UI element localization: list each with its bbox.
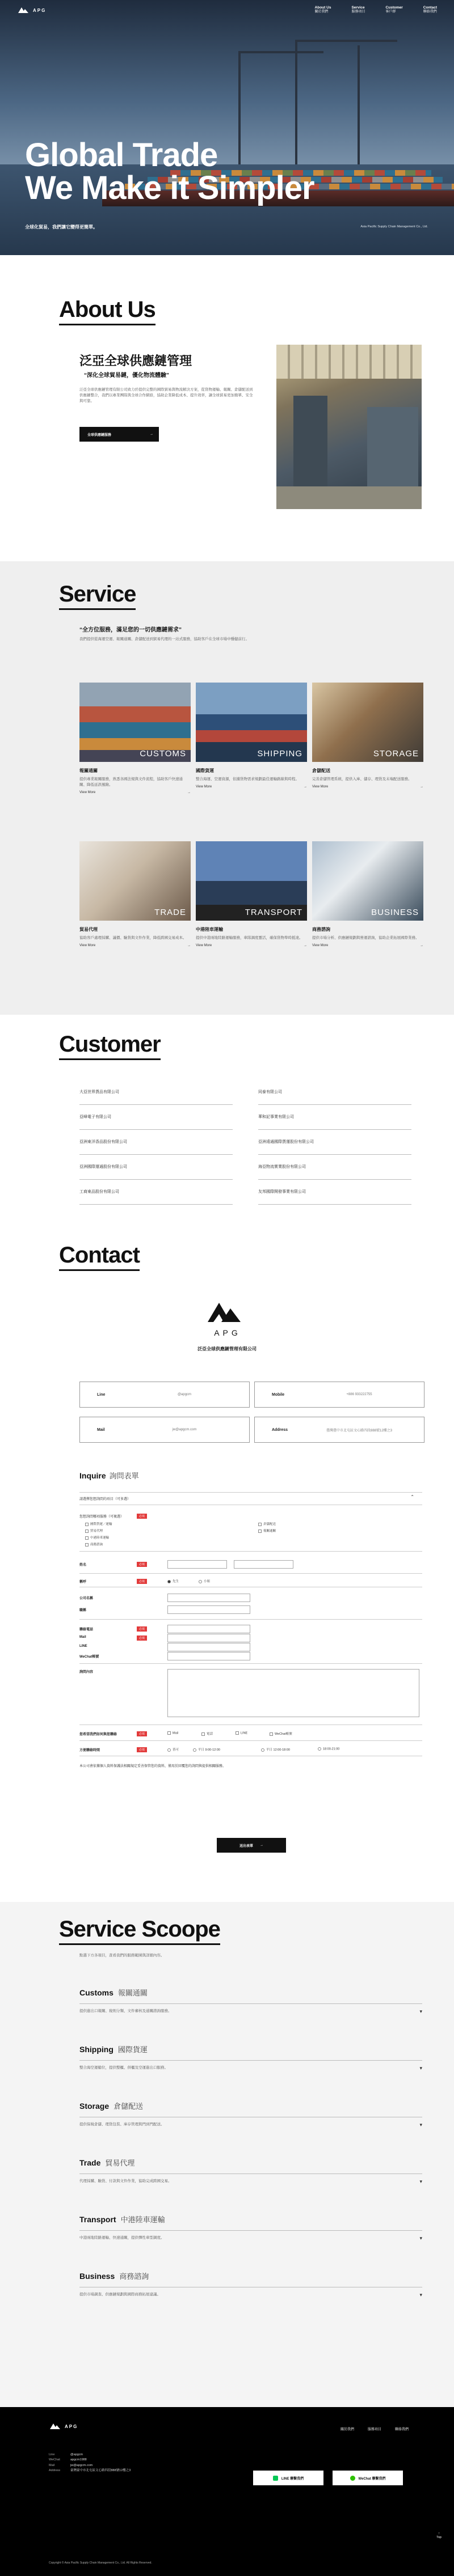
service-option[interactable]: 中港陸車運輸 <box>85 1535 109 1540</box>
name-label: 姓名 <box>79 1564 87 1567</box>
chevron-down-icon[interactable]: ▾ <box>419 2179 422 2184</box>
customer-item: 海亞物流實業股份有限公司 <box>258 1155 411 1180</box>
mail-label: Mail <box>79 1636 86 1639</box>
logo-text: APG <box>33 7 47 13</box>
arrow-right-icon: → <box>260 1844 263 1847</box>
apg-logo-icon <box>17 7 30 14</box>
line-label: LINE <box>79 1645 87 1648</box>
card-title: 商務諮詢 <box>312 927 330 932</box>
nav-item-customer[interactable]: Customer 客戶群 <box>385 5 403 14</box>
mail-input[interactable] <box>167 1634 250 1642</box>
customer-section <box>0 1015 454 1243</box>
customer-item: 亞峰電子有限公司 <box>79 1105 233 1130</box>
customer-item: 工商東品股份有限公司 <box>79 1180 233 1205</box>
contact-mail-box[interactable]: Mail jw@apgcm.com <box>79 1417 250 1443</box>
nav-item-contact[interactable]: Contact 聯絡我們 <box>423 5 437 14</box>
scope-section <box>0 1902 454 2407</box>
line-contact-button[interactable]: LINE 聯繫我們 <box>253 2471 323 2485</box>
view-more-link[interactable]: View More → <box>196 944 307 948</box>
form-divider <box>79 1663 422 1664</box>
customer-item: 友邦國際開發事業有限公司 <box>258 1180 411 1205</box>
scope-lead: 點選下方各項目，查看我們的服務範圍與詳細內容。 <box>79 1954 165 1958</box>
required-badge: 必填 <box>137 1731 147 1736</box>
service-card-business[interactable] <box>312 841 423 947</box>
service-option[interactable]: 國際貨運／運輸 <box>85 1522 112 1526</box>
time-option[interactable]: 皆可 <box>167 1747 179 1752</box>
crane-illustration <box>358 45 360 164</box>
card-desc: 提供專業報關服務，熟悉各國法規與文件流程，協助客戶快速通關、降低延誤風險。 <box>79 777 183 787</box>
about-title: 泛亞全球供應鏈管理 <box>79 354 192 368</box>
form-divider <box>79 1492 422 1493</box>
copyright: Copyright © Asia Pacific Supply Chain Management Co., Ltd. All Rights Reserved. <box>49 2561 152 2565</box>
arrow-right-icon: → <box>420 785 423 789</box>
about-section <box>0 255 454 561</box>
service-question-label: 您想詢問哪項服務（可複選） <box>79 1515 124 1519</box>
arrow-up-icon: ↑ <box>438 2532 440 2535</box>
scope-item-transport[interactable]: Transport 中港陸車運輸 中港兩地陸路運輸、快速通關，提供彈性車型調度。 ▾ <box>79 2215 422 2241</box>
scope-item-shipping[interactable]: Shipping 國際貨運 整合海空運艙位，提供整櫃、併櫃及空運進出口服務。 ▾ <box>79 2045 422 2071</box>
customer-item: 亞洲東洋香品股份有限公司 <box>79 1130 233 1155</box>
nav-menu <box>315 6 437 15</box>
chevron-down-icon[interactable]: ▾ <box>419 2292 422 2298</box>
chevron-down-icon[interactable]: ▾ <box>419 2122 422 2128</box>
scope-heading: Service Scoope <box>59 1917 220 1945</box>
time-label: 方便聯絡時間 <box>79 1749 100 1752</box>
hero-section <box>0 0 454 255</box>
arrow-right-icon: → <box>304 944 307 948</box>
crane-illustration <box>295 40 397 42</box>
service-heading: Service <box>59 582 136 610</box>
inquire-title: Inquire 詢問表單 <box>79 1471 139 1480</box>
job-title-input[interactable] <box>167 1605 250 1614</box>
view-more-link[interactable]: View More → <box>196 785 307 789</box>
arrow-right-icon: → <box>420 944 423 948</box>
card-title: 中港陸車運輸 <box>196 927 223 932</box>
gender-option-mr[interactable]: 先生 <box>167 1579 179 1583</box>
required-badge: 必填 <box>137 1747 147 1752</box>
storage-image: STORAGE <box>312 683 423 762</box>
time-option[interactable]: 平日 9:00-12:00 <box>193 1747 220 1752</box>
first-name-input[interactable] <box>234 1560 293 1569</box>
form-divider <box>79 1573 422 1574</box>
apg-logo-icon <box>204 1299 251 1339</box>
hero-title: Global Trade We Make it Simpler <box>25 137 314 206</box>
about-heading: About Us <box>59 297 155 325</box>
phone-label: 聯絡電話 <box>79 1628 94 1632</box>
wechat-icon <box>350 2476 355 2481</box>
about-button[interactable]: 全球供應鏈服務 → <box>79 427 159 442</box>
required-badge: 必填 <box>137 1636 147 1641</box>
card-desc: 提供市場分析、供應鏈規劃與營運諮詢，協助企業拓展國際業務。 <box>312 936 419 940</box>
view-more-link[interactable]: View More → <box>312 785 423 789</box>
service-card-trade[interactable] <box>79 841 191 947</box>
footer-links <box>340 2426 409 2431</box>
company-name: 泛亞全球供應鏈管理有限公司 <box>197 1346 257 1351</box>
arrow-right-icon: → <box>150 433 153 436</box>
service-option[interactable]: 商務諮詢 <box>85 1542 103 1547</box>
hero-company-en: Asia Pacific Supply Chain Management Co., Ltd. <box>360 225 428 228</box>
gender-label: 稱呼 <box>79 1581 87 1584</box>
view-more-link[interactable]: View More → <box>312 944 423 948</box>
footer-info: Line @apgcm WeChat apgcm1988 Mail jw@apgcm.com Address 臺灣臺中市北屯區文心路四段888號12樓之3 <box>49 2453 131 2473</box>
gender-option-ms[interactable]: 小姐 <box>199 1579 210 1583</box>
message-textarea[interactable] <box>167 1669 419 1717</box>
line-input[interactable] <box>167 1643 250 1651</box>
back-to-top-button[interactable]: ↑ Top <box>436 2532 442 2540</box>
card-desc: 提供中港兩地陸路運輸服務，車隊調度靈活，確保貨物準時抵達。 <box>196 936 303 940</box>
apg-logo-icon <box>49 2423 61 2430</box>
card-title: 倉儲配送 <box>312 768 330 773</box>
form-divider <box>79 1551 422 1552</box>
svg-text:APG: APG <box>214 1328 241 1337</box>
required-badge: 必填 <box>137 1626 147 1632</box>
time-option[interactable]: 平日 12:00-18:00 <box>261 1747 290 1752</box>
wechat-label: WeChat帳號 <box>79 1655 99 1659</box>
service-section <box>0 561 454 1015</box>
customs-image: CUSTOMS <box>79 683 191 762</box>
card-desc: 協助客戶處理採購、議價、驗貨與文件作業，降低跨國交易成本。 <box>79 936 187 940</box>
chevron-up-icon[interactable]: ⌃ <box>410 1494 414 1499</box>
footer-logo[interactable] <box>49 2423 78 2430</box>
phone-input[interactable] <box>167 1625 250 1633</box>
top-nav <box>0 0 454 20</box>
view-more-link[interactable]: View More → <box>79 944 191 948</box>
company-input[interactable] <box>167 1594 250 1602</box>
card-title: 國際貨運 <box>196 768 214 773</box>
form-divider <box>79 1740 422 1741</box>
chevron-down-icon[interactable]: ▾ <box>419 2065 422 2071</box>
transport-image: TRANSPORT <box>196 841 307 921</box>
contact-section <box>0 1243 454 1902</box>
service-card-customs[interactable] <box>79 683 191 794</box>
message-label: 詢問內容 <box>79 1671 94 1674</box>
consent-text: 本公司會依據個人資料保護法相關規定妥善保管您的資料，僅用於回覆您的詢問與提供相關服務。 <box>79 1765 226 1768</box>
arrow-right-icon: → <box>187 944 191 948</box>
chevron-down-icon[interactable]: ▾ <box>419 2235 422 2241</box>
about-body: 泛亞全球供應鏈管理有限公司致力於提供完整的國際貿易與物流解決方案，從貨物運輸、報關、倉儲配送到供應鏈整合，我們以專業團隊與全球合作網絡，協助企業降低成本、提升效率，讓全球貿易更加簡單、安全與可靠。 <box>79 388 253 404</box>
footer-link-contact[interactable]: 聯絡我們 <box>394 2428 409 2431</box>
service-card-storage[interactable] <box>312 683 423 789</box>
scope-item-customs[interactable]: Customs 報關通關 提供進出口報關、稅則分類、文件審核及通關諮詢服務。 ▾ <box>79 1988 422 2014</box>
footer <box>0 2407 454 2576</box>
contact-pref-option[interactable]: LINE <box>236 1731 247 1735</box>
card-title: 報關通關 <box>79 768 98 773</box>
card-desc: 整合海運、空運資源，依據貨物需求規劃最佳運輸路線與時程。 <box>196 777 299 781</box>
wechat-input[interactable] <box>167 1652 250 1660</box>
arrow-right-icon: → <box>187 791 191 795</box>
footer-link-about[interactable]: 關於我們 <box>340 2428 354 2431</box>
logo-text: APG <box>65 2424 78 2429</box>
form-divider <box>79 1619 422 1620</box>
contact-heading: Contact <box>59 1243 140 1271</box>
job-title-label: 職稱 <box>79 1609 87 1612</box>
select-prompt: 請選擇您想詢問的項目（可多選） <box>79 1498 131 1501</box>
about-tagline: “深化全球貿易鏈，優化物流體驗” <box>84 372 169 379</box>
time-option[interactable]: 18:00-21:00 <box>318 1747 339 1751</box>
arrow-right-icon: → <box>304 785 307 789</box>
contact-pref-label: 您希望我們如何與您聯絡 <box>79 1733 117 1736</box>
view-more-link[interactable]: View More → <box>79 791 191 795</box>
footer-link-service[interactable]: 服務項目 <box>367 2428 381 2431</box>
required-badge: 必填 <box>137 1514 147 1519</box>
company-label: 公司名稱 <box>79 1597 94 1600</box>
contact-line-box[interactable]: Line @apgcm <box>79 1382 250 1408</box>
nav-item-service[interactable]: Service 服務項目 <box>351 5 365 14</box>
service-option[interactable]: 倉儲配送 <box>258 1522 276 1526</box>
card-desc: 完善倉儲管理系統，提供入庫、儲存、理貨及末端配送服務。 <box>312 777 412 781</box>
wechat-contact-button[interactable]: WeChat 聯繫我們 <box>333 2471 403 2485</box>
customer-item: 大亞世界貨品有限公司 <box>79 1080 233 1105</box>
customer-item: 亞洲國際運通股份有限公司 <box>79 1155 233 1180</box>
last-name-input[interactable] <box>167 1560 227 1569</box>
service-option[interactable]: 報關通關 <box>258 1528 276 1533</box>
site-logo[interactable] <box>17 7 46 14</box>
service-card-shipping[interactable] <box>196 683 307 789</box>
chevron-down-icon[interactable]: ▾ <box>419 2009 422 2014</box>
line-icon <box>273 2476 278 2481</box>
required-badge: 必填 <box>137 1562 147 1567</box>
shipping-image: SHIPPING <box>196 683 307 762</box>
hero-subtitle: 全球化貿易，我們讓它變得更簡單。 <box>25 224 98 230</box>
customer-item: 華和記事業有限公司 <box>258 1105 411 1130</box>
nav-item-about[interactable]: About Us 關於我們 <box>314 5 331 14</box>
contact-pref-option[interactable]: WeChat帳號 <box>270 1731 292 1736</box>
trade-image: TRADE <box>79 841 191 921</box>
service-question: “全方位服務，滿足您的一切供應鏈需求” <box>79 627 182 633</box>
scope-item-business[interactable]: Business 商務諮詢 提供市場調查、供應鏈規劃與國際商務拓展建議。 ▾ <box>79 2272 422 2298</box>
contact-mobile-box[interactable]: Mobile +886 933222755 <box>254 1382 424 1408</box>
warehouse-photo <box>276 345 422 509</box>
service-card-transport[interactable] <box>196 841 307 947</box>
customer-list-right <box>258 1080 411 1205</box>
contact-pref-option[interactable]: 電話 <box>201 1731 213 1736</box>
service-option[interactable]: 貿易代理 <box>85 1528 103 1533</box>
business-image: BUSINESS <box>312 841 423 921</box>
contact-pref-option[interactable]: Mail <box>167 1731 178 1735</box>
customer-item: 亞洲遠通國際貨運股份有限公司 <box>258 1130 411 1155</box>
customer-item: 同泰有限公司 <box>258 1080 411 1105</box>
card-title: 貿易代理 <box>79 927 98 932</box>
crane-illustration <box>238 51 323 53</box>
scope-item-storage[interactable]: Storage 倉儲配送 提供保稅倉儲、理貨包裝、庫存管理與門到門配送。 ▾ <box>79 2102 422 2128</box>
required-badge: 必填 <box>137 1579 147 1584</box>
service-intro: 我們提供從海運空運、報關通關、倉儲配送到貿易代理的一站式服務，協助客戶在全球市場中穩健前行。 <box>79 637 249 641</box>
scope-item-trade[interactable]: Trade 貿易代理 代理採購、驗貨、付款與文件作業，協助完成跨國交易。 ▾ <box>79 2158 422 2184</box>
contact-address-box[interactable]: Address 臺灣臺中市北屯區文心路四段888號12樓之3 <box>254 1417 424 1443</box>
customer-heading: Customer <box>59 1032 161 1060</box>
customer-list-left <box>79 1080 233 1205</box>
send-form-button[interactable]: 送出表單 → <box>217 1838 286 1853</box>
